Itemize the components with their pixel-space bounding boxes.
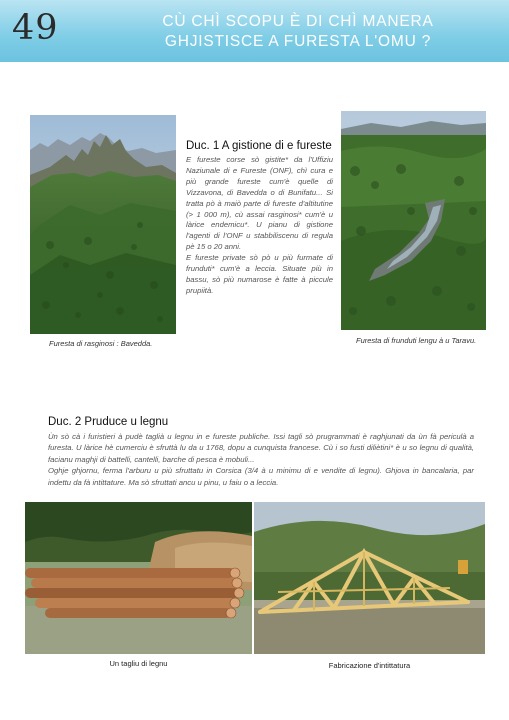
photo-broadleaf-forest: [341, 111, 486, 330]
caption-conifer-forest: Furesta di rasginosi : Bavedda.: [49, 339, 153, 348]
caption-broadleaf-forest: Furesta di frunduti lengu à u Taravu.: [356, 336, 477, 345]
page-number: 49: [12, 8, 59, 48]
doc2-paragraph: Oghje ghjornu, ferma l'arburu u più sfruttatu in Corsica (3/4 à u minimu di e vendite di legnu). Ghjova in bancalaria, par indettu da fà intittature. Ma sò sfruttati ancu u pinu, u faiu o a leccia.: [48, 466, 474, 487]
page-header: [0, 0, 509, 62]
doc1-paragraph: E fureste corse sò gistite* da l'Uffiziu Naziunale di e Fureste (ONF), chì cura e più grande fureste cum'è quelle di Vizzavona, di Bavedda o di Bunifatu... Si tratta pò à maiò parte di fureste d'altitutine (> 1 000 m), cù assai rasginosi* cum'è u làrice endemicu*. U pianu di gistione l'agenti di l'ONF u stabbiliscenu di regula pè 15 o 20 anni.: [186, 155, 333, 252]
photo-roof-truss: [254, 502, 485, 654]
doc2-heading: Duc. 2 Pruduce u legnu: [48, 416, 169, 428]
doc1-paragraph: E fureste private sò pò u più furmate di frunduti* cum'è a leccia. Situate più in bassu, sò più numarose è fatte à piccule prupiità.: [186, 253, 333, 295]
page-title: [98, 12, 498, 52]
photo-conifer-forest: [30, 115, 176, 334]
title-line-2: GHJISTISCE A FURESTA L'OMU ?: [164, 33, 432, 50]
caption-timber-logs: Un tagliu di legnu: [109, 659, 168, 668]
doc2-body: [48, 431, 474, 488]
caption-roof-truss: Fabricazione d'intittatura: [328, 661, 411, 670]
doc1-body: [186, 155, 333, 297]
photo-timber-logs: [25, 502, 252, 654]
title-line-1: CÙ CHÌ SCOPU È DI CHÌ MANERA: [162, 13, 434, 30]
doc1-heading: Duc. 1 A gistione di e fureste: [186, 140, 332, 152]
doc2-paragraph: Ùn sò cà i furistieri à pudè taglià u legnu in e fureste publiche. Issi tagli sò prugrammati è raghjunati da ùn fà periculà a furesta. U làrice hè cumerciu è sfruttà lu da u 1768, dopu a cunquista francese. Cù i so fusti diliètini* è u so legnu di qualità, facianu maghji di battelli, cantelli, barche di pesca è mobuli...: [48, 432, 474, 464]
